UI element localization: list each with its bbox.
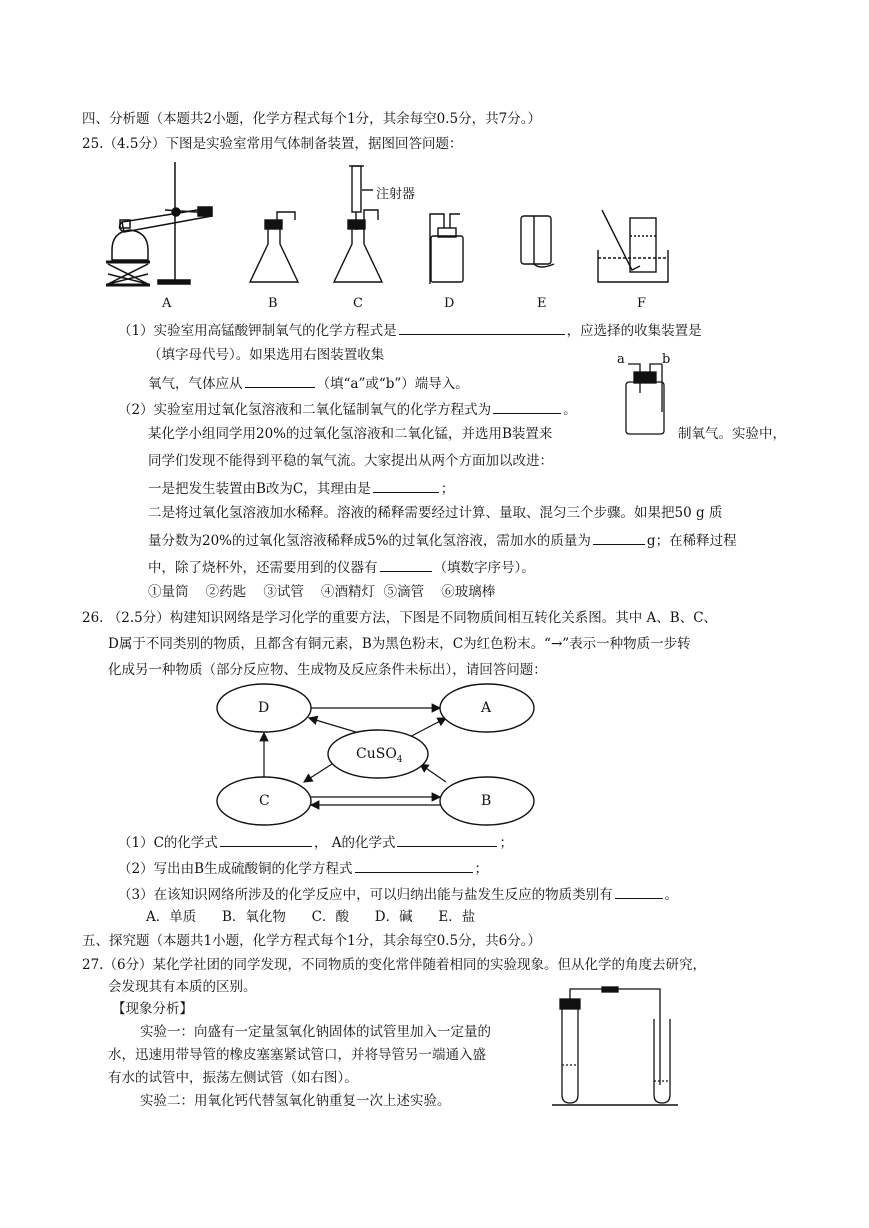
- choice-a: A．单质: [146, 909, 197, 925]
- conversion-network-diagram: [0, 682, 869, 842]
- q25-2-line2-end: 制氧气。实验中，: [678, 426, 786, 442]
- label-e: E: [537, 296, 547, 311]
- label-b: B: [268, 296, 278, 311]
- bottle-label-b: b: [662, 352, 671, 367]
- q25-2-text-d: 一是把发生装置由B改为C，其理由是: [148, 481, 371, 497]
- q25-2-text-a-end: 。: [563, 402, 577, 418]
- answer-blank[interactable]: [355, 858, 473, 873]
- q25-1-line1: [118, 320, 702, 340]
- q25-2-text-g-end: （填数字序号）。: [433, 560, 535, 576]
- q27-stem-1: 27.（6分）某化学社团的同学发现，不同物质的变化常伴随着相同的实验现象。但从化学的角度去研究，: [82, 957, 707, 973]
- q25-2-text-a: （2）实验室用过氧化氢溶液和二氧化锰制氧气的化学方程式为: [118, 402, 492, 418]
- q25-stem: 25.（4.5分）下图是实验室常用气体制备装置，据图回答问题：: [82, 136, 463, 152]
- bottle-label-a: a: [617, 352, 625, 367]
- q25-2-text-f-end: g；在稀释过程: [646, 533, 737, 549]
- q25-1-line2: （填字母代号）。如果选用右图装置收集: [148, 347, 385, 363]
- apparatus-a: [106, 162, 212, 285]
- q25-2-line2: 某化学小组同学用20%的过氧化氢溶液和二氧化锰，并选用B装置来: [148, 426, 553, 442]
- choice-c: C．酸: [311, 909, 350, 925]
- node-c-label: C: [259, 793, 270, 809]
- answer-blank[interactable]: [373, 478, 439, 493]
- answer-blank[interactable]: [615, 884, 663, 899]
- option-5: ⑤滴管: [383, 584, 425, 600]
- q27-section-title: 【现象分析】: [112, 1001, 193, 1017]
- q26-1-text-a: （1）C的化学式: [118, 835, 218, 851]
- option-2: ②药匙: [205, 584, 247, 600]
- q25-2-line7: [148, 557, 535, 577]
- q26-stem-3: 化成另一种物质（部分反应物、生成物及反应条件未标出），请回答问题：: [108, 662, 547, 678]
- q27-stem-2: 会发现其有本质的区别。: [108, 979, 257, 995]
- option-3: ③试管: [263, 584, 304, 600]
- q25-2-text-d-end: ；: [440, 481, 455, 497]
- apparatus-figure: [0, 0, 869, 320]
- label-a: A: [162, 296, 172, 311]
- answer-blank[interactable]: [493, 399, 561, 414]
- answer-blank[interactable]: [245, 373, 315, 388]
- apparatus-e: [521, 216, 554, 267]
- q26-1-text-b: ， A的化学式: [313, 835, 396, 851]
- q27-exp1-line1: 实验一：向盛有一定量氢氧化钠固体的试管里加入一定量的: [140, 1024, 491, 1040]
- choice-d: D．碱: [374, 909, 413, 925]
- label-c: C: [353, 296, 363, 311]
- option-6: ⑥玻璃棒: [441, 584, 496, 600]
- apparatus-c: [334, 166, 382, 282]
- q25-2-text-f: 量分数为20%的过氧化氢溶液稀释成5%的过氧化氢溶液，需加水的质量为: [148, 533, 591, 549]
- q26-3: [118, 884, 678, 904]
- q25-2-text-g: 中，除了烧杯外，还需要用到的仪器有: [148, 560, 378, 576]
- q26-choices: [146, 908, 475, 926]
- q26-stem-1: 26. （2.5分）构建知识网络是学习化学的重要方法，下图是不同物质间相互转化关系图。其中 A、B、C、: [82, 610, 718, 626]
- node-a-label: A: [481, 700, 492, 716]
- q25-1-line3: [148, 373, 469, 393]
- q26-2-text-b: ；: [474, 861, 489, 877]
- q25-2-line1: [118, 399, 577, 419]
- q25-options: [148, 583, 495, 601]
- q26-2-text-a: （2）写出由B生成硫酸铜的化学方程式: [118, 861, 353, 877]
- label-d: D: [444, 296, 455, 311]
- q25-1-text-a: （1）实验室用高锰酸钾制氧气的化学方程式是: [118, 323, 397, 339]
- q25-2-line4: [148, 478, 454, 498]
- answer-blank[interactable]: [220, 832, 312, 847]
- node-cuso4-text: CuSO: [356, 746, 397, 762]
- test-tube-figure: [550, 985, 690, 1105]
- q25-2-line5: 二是将过氧化氢溶液加水稀释。溶液的稀释需要经过计算、量取、混匀三个步骤。如果把50 g 质: [148, 505, 723, 521]
- option-1: ①量筒: [148, 584, 189, 600]
- q27-exp2: 实验二：用氧化钙代替氢氧化钠重复一次上述实验。: [140, 1093, 451, 1109]
- q25-1-text-b: ，应选择的收集装置是: [566, 323, 702, 339]
- answer-blank[interactable]: [593, 530, 645, 545]
- node-cuso4-label: [356, 745, 403, 769]
- node-cuso4-sub: 4: [396, 754, 403, 765]
- q26-3-text-b: 。: [664, 887, 679, 903]
- q25-2-line3: 同学们发现不能得到平稳的氧气流。大家提出从两个方面加以改进：: [148, 453, 553, 469]
- answer-blank[interactable]: [399, 320, 565, 335]
- section-4-header: 四、分析题（本题共2小题，化学方程式每个1分，其余每空0.5分，共7分。）: [82, 111, 541, 127]
- label-f: F: [637, 296, 647, 311]
- q27-exp1-line3: 有水的试管中，振荡左侧试管（如右图）。: [108, 1070, 358, 1086]
- q26-1: [118, 832, 513, 852]
- node-d-label: D: [258, 700, 270, 716]
- apparatus-b: [250, 212, 298, 282]
- answer-blank[interactable]: [380, 557, 432, 572]
- answer-blank[interactable]: [397, 832, 497, 847]
- q26-3-text-a: （3）在该知识网络所涉及的化学反应中，可以归纳出能与盐发生反应的物质类别有: [118, 887, 613, 903]
- choice-b: B．氧化物: [222, 909, 286, 925]
- q27-exp1-line2: 水，迅速用带导管的橡皮塞塞紧试管口，并将导管另一端通入盛: [108, 1047, 486, 1063]
- apparatus-f: [598, 210, 668, 282]
- apparatus-d: [430, 214, 463, 284]
- q26-1-text-c: ；: [499, 835, 513, 851]
- node-b-label: B: [481, 793, 492, 809]
- section-5-header: 五、探究题（本题共1小题，化学方程式每个1分，其余每空0.5分，共6分。）: [82, 933, 541, 949]
- syringe-label: 注射器: [376, 187, 416, 202]
- q25-1-text-e: （填“a”或“b”）端导入。: [316, 376, 469, 392]
- choice-e: E．盐: [438, 909, 476, 925]
- q25-2-line6: [148, 530, 737, 550]
- q26-stem-2: D属于不同类别的物质，且都含有铜元素，B为黑色粉末，C为红色粉末。“→”表示一种物质一步转: [108, 636, 691, 652]
- q26-2: [118, 858, 488, 878]
- q25-1-text-d: 氧气，气体应从: [148, 376, 243, 392]
- option-4: ④酒精灯: [321, 584, 376, 600]
